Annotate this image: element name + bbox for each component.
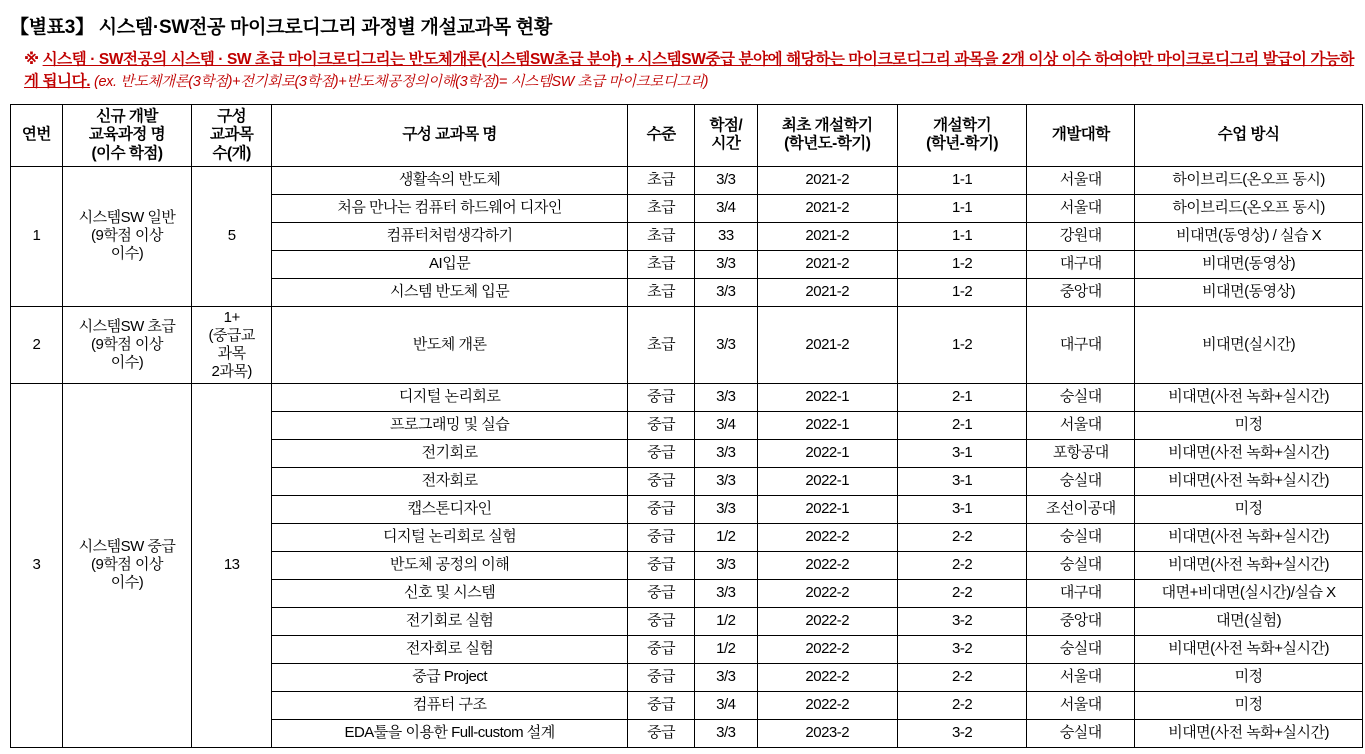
cell-credit-hours: 3/3 xyxy=(695,467,758,495)
cell-class-mode: 비대면(동영상) / 실습 X xyxy=(1135,222,1363,250)
cell-first-term: 2022-2 xyxy=(757,691,897,719)
cell-class-mode: 하이브리드(온오프 동시) xyxy=(1135,194,1363,222)
cell-subject-name: 전자회로 xyxy=(272,467,628,495)
cell-first-term: 2021-2 xyxy=(757,166,897,194)
cell-university: 중앙대 xyxy=(1027,607,1135,635)
cell-first-term: 2022-1 xyxy=(757,411,897,439)
cell-credit-hours: 3/3 xyxy=(695,250,758,278)
cell-credit-hours: 3/3 xyxy=(695,551,758,579)
cell-credit-hours: 3/3 xyxy=(695,719,758,747)
cell-university: 숭실대 xyxy=(1027,551,1135,579)
cell-subject-name: 처음 만나는 컴퓨터 하드웨어 디자인 xyxy=(272,194,628,222)
cell-level: 중급 xyxy=(628,663,695,691)
cell-first-term: 2022-2 xyxy=(757,607,897,635)
cell-level: 초급 xyxy=(628,194,695,222)
cell-class-mode: 미정 xyxy=(1135,691,1363,719)
table-row xyxy=(11,166,1363,194)
cell-first-term: 2021-2 xyxy=(757,306,897,383)
cell-term: 2-2 xyxy=(897,551,1026,579)
course-table xyxy=(10,104,1363,748)
cell-university: 대구대 xyxy=(1027,250,1135,278)
cell-university: 중앙대 xyxy=(1027,278,1135,306)
cell-subject-name: 시스템 반도체 입문 xyxy=(272,278,628,306)
col-header-credit: 학점/ 시간 xyxy=(695,104,758,166)
col-header-mode: 수업 방식 xyxy=(1135,104,1363,166)
cell-class-mode: 미정 xyxy=(1135,495,1363,523)
cell-term: 3-2 xyxy=(897,719,1026,747)
col-header-first-term: 최초 개설학기 (학년도-학기) xyxy=(757,104,897,166)
cell-level: 초급 xyxy=(628,166,695,194)
cell-university: 강원대 xyxy=(1027,222,1135,250)
col-header-no: 연번 xyxy=(11,104,63,166)
cell-subject-name: 반도체 공정의 이해 xyxy=(272,551,628,579)
cell-program-name: 시스템SW 일반 (9학점 이상 이수) xyxy=(62,166,191,306)
cell-level: 중급 xyxy=(628,411,695,439)
cell-class-mode: 비대면(사전 녹화+실시간) xyxy=(1135,383,1363,411)
cell-term: 1-2 xyxy=(897,306,1026,383)
cell-university: 서울대 xyxy=(1027,166,1135,194)
cell-class-mode: 비대면(사전 녹화+실시간) xyxy=(1135,635,1363,663)
cell-credit-hours: 3/3 xyxy=(695,579,758,607)
cell-first-term: 2021-2 xyxy=(757,222,897,250)
table-header-row xyxy=(11,104,1363,166)
cell-credit-hours: 1/2 xyxy=(695,523,758,551)
cell-university: 숭실대 xyxy=(1027,467,1135,495)
cell-class-mode: 비대면(실시간) xyxy=(1135,306,1363,383)
cell-level: 중급 xyxy=(628,523,695,551)
col-header-course-count: 구성 교과목 수(개) xyxy=(192,104,272,166)
cell-subject-name: EDA툴을 이용한 Full-custom 설계 xyxy=(272,719,628,747)
cell-subject-name: 전기회로 xyxy=(272,439,628,467)
table-header xyxy=(11,104,1363,166)
cell-term: 3-1 xyxy=(897,439,1026,467)
cell-group-no: 3 xyxy=(11,383,63,747)
cell-university: 포항공대 xyxy=(1027,439,1135,467)
cell-first-term: 2022-2 xyxy=(757,523,897,551)
cell-term: 1-2 xyxy=(897,250,1026,278)
cell-first-term: 2022-2 xyxy=(757,551,897,579)
cell-first-term: 2022-2 xyxy=(757,579,897,607)
cell-credit-hours: 3/3 xyxy=(695,495,758,523)
note-example-text: (ex. 반도체개론(3학점)+전기회로(3학점)+반도체공정의이해(3학점)= 시스템SW 초급 마이크로디그리) xyxy=(94,74,709,91)
cell-university: 대구대 xyxy=(1027,579,1135,607)
cell-subject-name: 전자회로 실험 xyxy=(272,635,628,663)
cell-program-name: 시스템SW 중급 (9학점 이상 이수) xyxy=(62,383,191,747)
cell-class-mode: 비대면(사전 녹화+실시간) xyxy=(1135,551,1363,579)
page-title: 【별표3】 시스템·SW전공 마이크로디그리 과정별 개설교과목 현황 xyxy=(10,17,552,38)
cell-class-mode: 비대면(동영상) xyxy=(1135,278,1363,306)
cell-term: 2-1 xyxy=(897,411,1026,439)
note-paragraph xyxy=(24,49,1359,94)
cell-credit-hours: 1/2 xyxy=(695,607,758,635)
cell-level: 중급 xyxy=(628,551,695,579)
cell-class-mode: 비대면(사전 녹화+실시간) xyxy=(1135,523,1363,551)
cell-term: 3-1 xyxy=(897,495,1026,523)
col-header-university: 개발대학 xyxy=(1027,104,1135,166)
cell-first-term: 2022-1 xyxy=(757,467,897,495)
cell-term: 2-2 xyxy=(897,523,1026,551)
cell-class-mode: 대면(실험) xyxy=(1135,607,1363,635)
cell-subject-name: 컴퓨터 구조 xyxy=(272,691,628,719)
cell-term: 1-2 xyxy=(897,278,1026,306)
cell-subject-name: 신호 및 시스템 xyxy=(272,579,628,607)
cell-level: 중급 xyxy=(628,439,695,467)
cell-level: 중급 xyxy=(628,719,695,747)
cell-group-no: 1 xyxy=(11,166,63,306)
cell-subject-name: 디지털 논리회로 실험 xyxy=(272,523,628,551)
cell-university: 대구대 xyxy=(1027,306,1135,383)
cell-term: 2-1 xyxy=(897,383,1026,411)
note-marker: ※ xyxy=(24,51,39,68)
cell-term: 3-1 xyxy=(897,467,1026,495)
cell-term: 1-1 xyxy=(897,222,1026,250)
cell-university: 서울대 xyxy=(1027,663,1135,691)
cell-class-mode: 하이브리드(온오프 동시) xyxy=(1135,166,1363,194)
cell-subject-name: 생활속의 반도체 xyxy=(272,166,628,194)
table-body xyxy=(11,166,1363,747)
cell-university: 서울대 xyxy=(1027,691,1135,719)
col-header-program: 신규 개발 교육과정 명 (이수 학점) xyxy=(62,104,191,166)
cell-credit-hours: 3/4 xyxy=(695,691,758,719)
cell-subject-name: 중급 Project xyxy=(272,663,628,691)
cell-class-mode: 비대면(동영상) xyxy=(1135,250,1363,278)
cell-level: 초급 xyxy=(628,222,695,250)
cell-credit-hours: 3/3 xyxy=(695,663,758,691)
cell-first-term: 2021-2 xyxy=(757,250,897,278)
cell-course-count: 5 xyxy=(192,166,272,306)
cell-first-term: 2021-2 xyxy=(757,278,897,306)
cell-credit-hours: 3/3 xyxy=(695,166,758,194)
cell-level: 초급 xyxy=(628,250,695,278)
cell-credit-hours: 3/3 xyxy=(695,439,758,467)
cell-subject-name: 전기회로 실험 xyxy=(272,607,628,635)
cell-subject-name: 디지털 논리회로 xyxy=(272,383,628,411)
cell-level: 중급 xyxy=(628,579,695,607)
table-row xyxy=(11,306,1363,383)
cell-level: 중급 xyxy=(628,607,695,635)
cell-class-mode: 대면+비대면(실시간)/실습 X xyxy=(1135,579,1363,607)
cell-first-term: 2021-2 xyxy=(757,194,897,222)
col-header-level: 수준 xyxy=(628,104,695,166)
cell-university: 숭실대 xyxy=(1027,719,1135,747)
cell-level: 중급 xyxy=(628,691,695,719)
cell-term: 1-1 xyxy=(897,166,1026,194)
col-header-subject: 구성 교과목 명 xyxy=(272,104,628,166)
table-row xyxy=(11,383,1363,411)
cell-level: 중급 xyxy=(628,635,695,663)
cell-term: 2-2 xyxy=(897,663,1026,691)
cell-term: 2-2 xyxy=(897,579,1026,607)
cell-credit-hours: 33 xyxy=(695,222,758,250)
cell-level: 초급 xyxy=(628,278,695,306)
cell-first-term: 2022-2 xyxy=(757,663,897,691)
cell-subject-name: 캡스톤디자인 xyxy=(272,495,628,523)
cell-university: 서울대 xyxy=(1027,194,1135,222)
cell-credit-hours: 3/3 xyxy=(695,383,758,411)
cell-level: 중급 xyxy=(628,467,695,495)
cell-class-mode: 비대면(사전 녹화+실시간) xyxy=(1135,439,1363,467)
cell-term: 3-2 xyxy=(897,607,1026,635)
cell-credit-hours: 3/3 xyxy=(695,306,758,383)
cell-university: 숭실대 xyxy=(1027,383,1135,411)
cell-course-count: 1+ (중급교 과목 2과목) xyxy=(192,306,272,383)
cell-class-mode: 비대면(사전 녹화+실시간) xyxy=(1135,719,1363,747)
cell-first-term: 2022-2 xyxy=(757,635,897,663)
cell-university: 서울대 xyxy=(1027,411,1135,439)
cell-first-term: 2022-1 xyxy=(757,383,897,411)
cell-first-term: 2023-2 xyxy=(757,719,897,747)
cell-group-no: 2 xyxy=(11,306,63,383)
cell-class-mode: 미정 xyxy=(1135,411,1363,439)
cell-level: 초급 xyxy=(628,306,695,383)
cell-first-term: 2022-1 xyxy=(757,439,897,467)
cell-university: 조선이공대 xyxy=(1027,495,1135,523)
note-main-text: 시스템 · SW전공의 시스템 · SW 초급 마이크로디그리는 반도체개론(시스템SW초급 분야) + 시스템SW중급 분야에 해당하는 마이크로디그리 과목을 2개 이상 이수 하여야만 마이크로디그리 발급이 가능하게 됩니다. xyxy=(24,51,1355,91)
cell-level: 중급 xyxy=(628,383,695,411)
cell-subject-name: 프로그래밍 및 실습 xyxy=(272,411,628,439)
cell-subject-name: 컴퓨터처럼생각하기 xyxy=(272,222,628,250)
cell-university: 숭실대 xyxy=(1027,523,1135,551)
cell-class-mode: 비대면(사전 녹화+실시간) xyxy=(1135,467,1363,495)
cell-credit-hours: 3/3 xyxy=(695,278,758,306)
cell-term: 2-2 xyxy=(897,691,1026,719)
col-header-term: 개설학기 (학년-학기) xyxy=(897,104,1026,166)
cell-term: 3-2 xyxy=(897,635,1026,663)
cell-class-mode: 미정 xyxy=(1135,663,1363,691)
cell-term: 1-1 xyxy=(897,194,1026,222)
cell-university: 숭실대 xyxy=(1027,635,1135,663)
cell-first-term: 2022-1 xyxy=(757,495,897,523)
cell-program-name: 시스템SW 초급 (9학점 이상 이수) xyxy=(62,306,191,383)
cell-credit-hours: 1/2 xyxy=(695,635,758,663)
cell-credit-hours: 3/4 xyxy=(695,194,758,222)
cell-subject-name: AI입문 xyxy=(272,250,628,278)
cell-course-count: 13 xyxy=(192,383,272,747)
cell-subject-name: 반도체 개론 xyxy=(272,306,628,383)
cell-level: 중급 xyxy=(628,495,695,523)
cell-credit-hours: 3/4 xyxy=(695,411,758,439)
